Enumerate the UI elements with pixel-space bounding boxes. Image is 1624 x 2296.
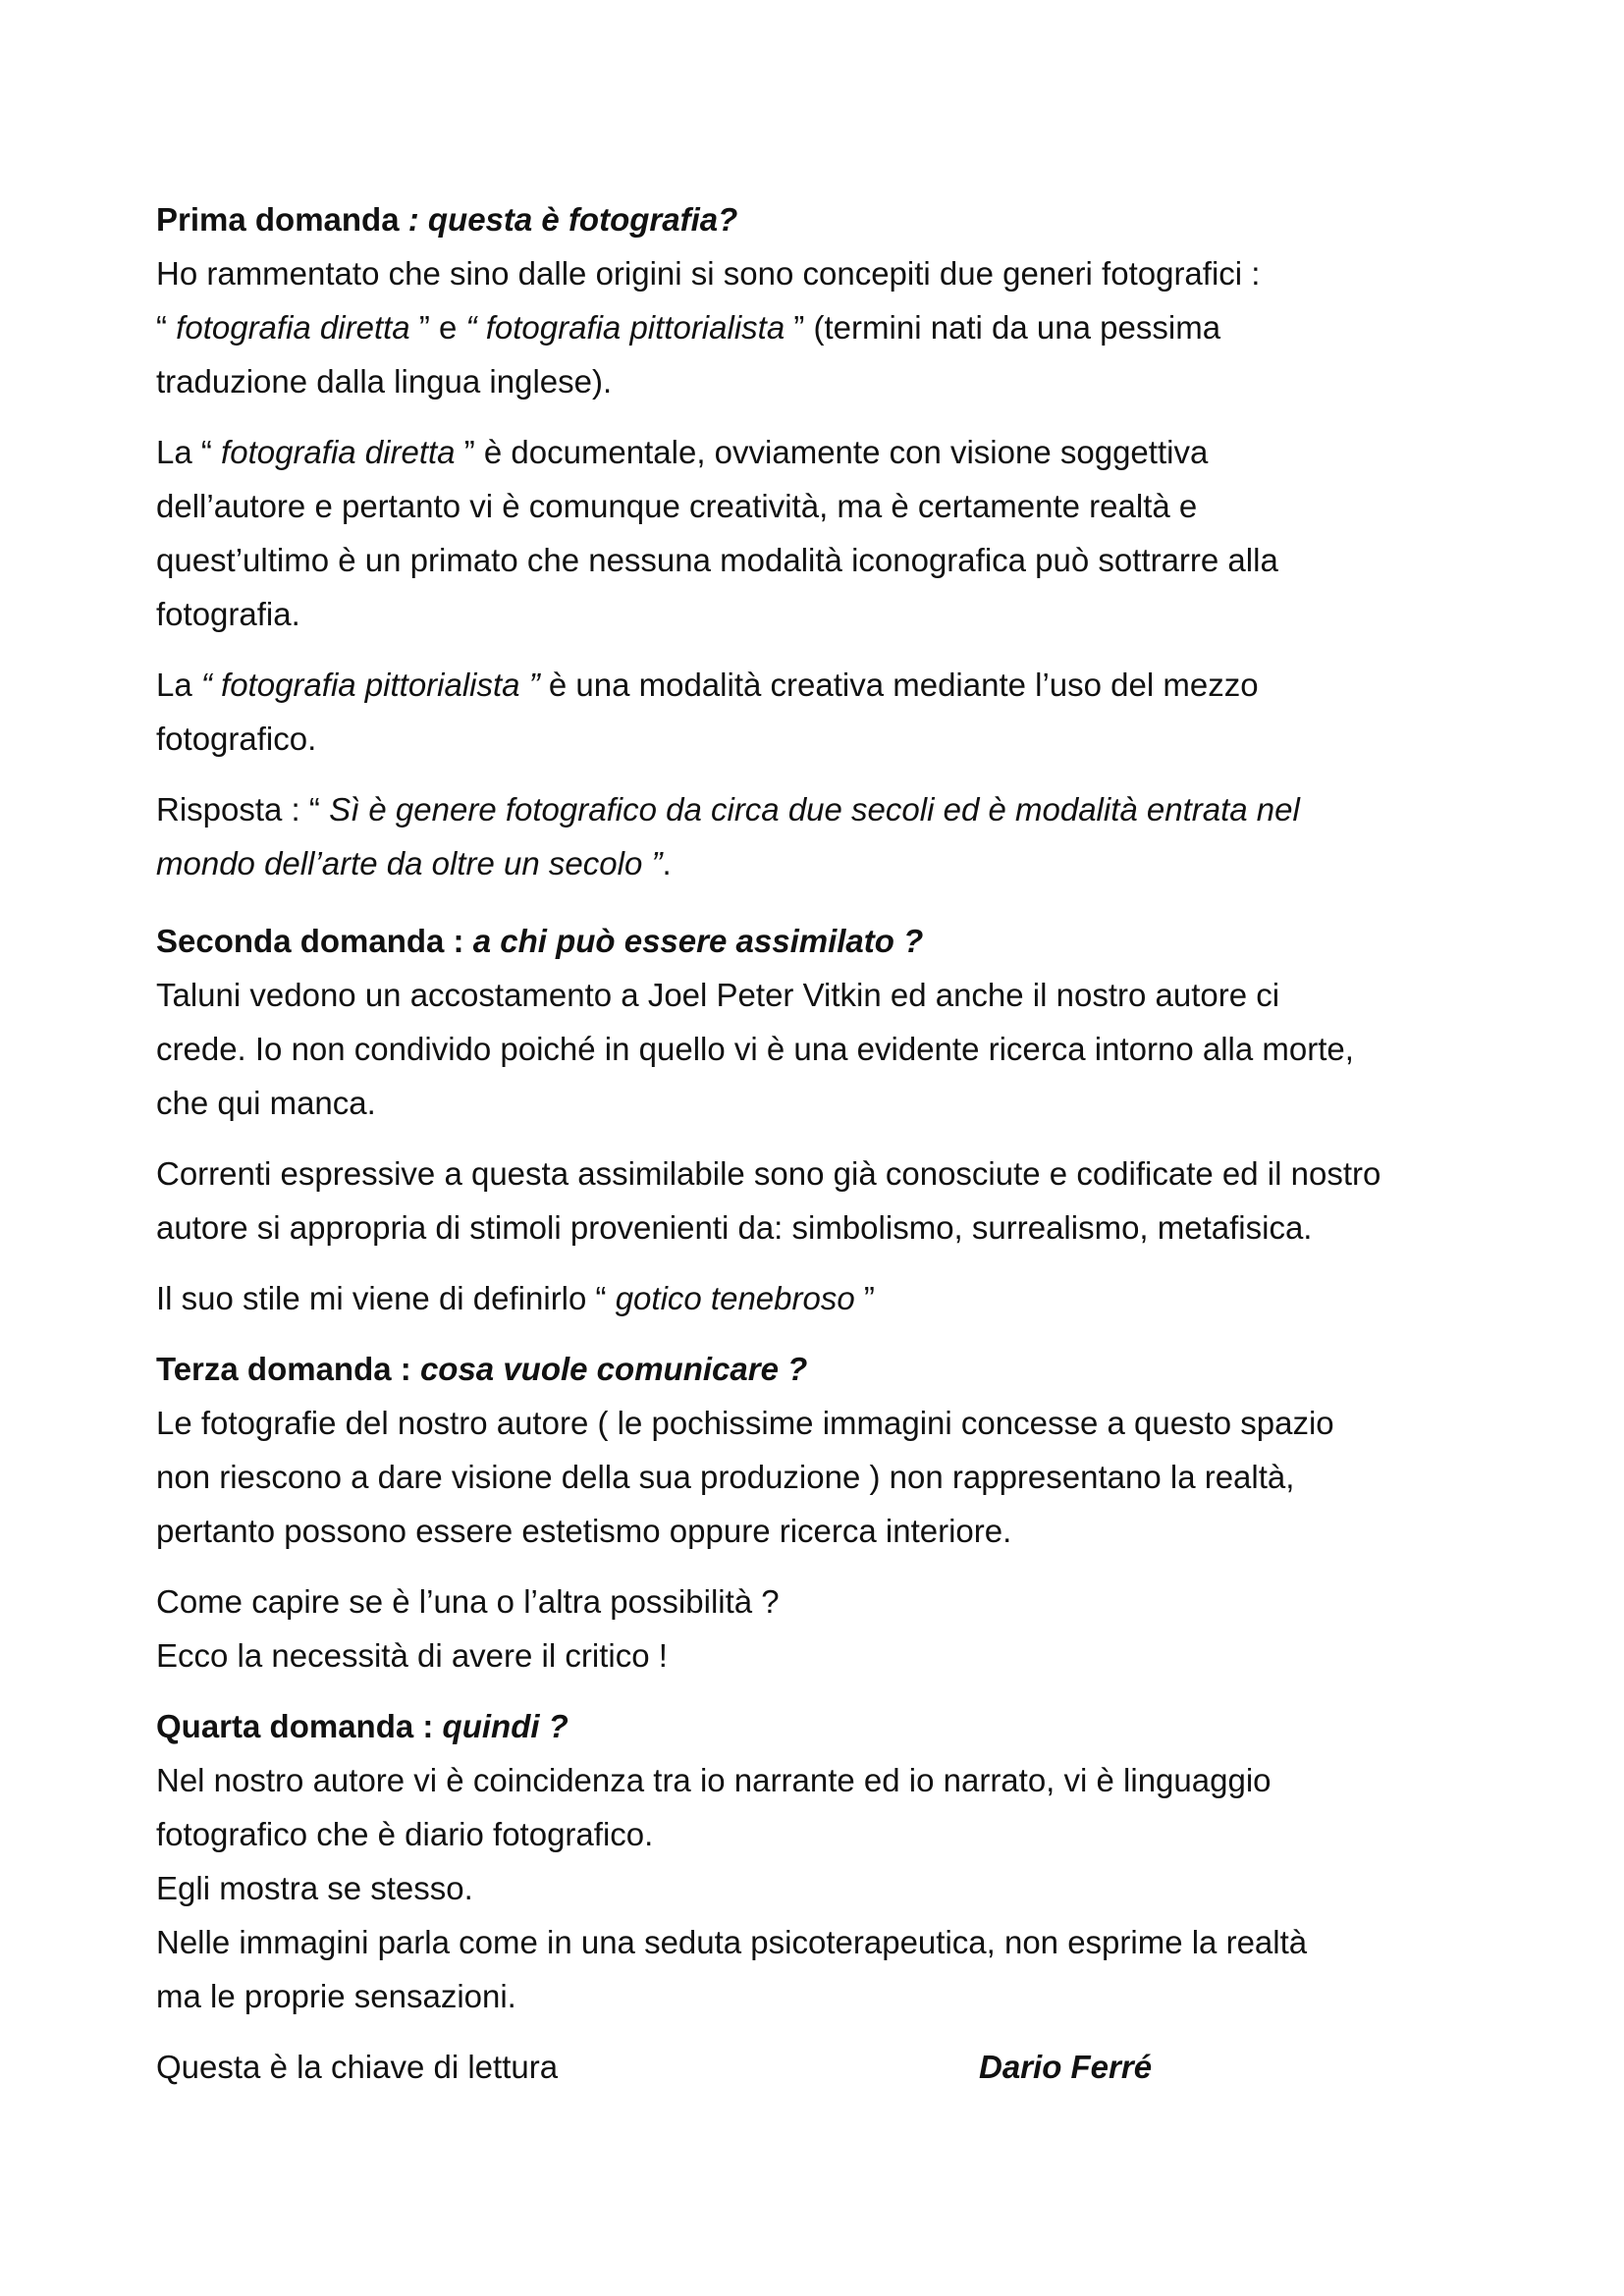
closing-text: Questa è la chiave di lettura [156, 2049, 559, 2085]
closing-line [156, 2040, 1511, 2094]
section-1-pictorial-line-1: La “ fotografia pittorialista ” è una modalità creativa mediante l’uso del mezzo [156, 667, 1259, 703]
section-2-heading [156, 914, 1511, 968]
section-1-direct-line-3: quest’ultimo è un primato che nessuna modalità iconografica può sottrarre alla [156, 542, 1278, 578]
heading-question: quindi ? [442, 1708, 568, 1744]
term-direct: fotografia diretta [176, 309, 410, 346]
section-1-intro-line-1: Ho rammentato che sino dalle origini si sono concepiti due generi fotografici : [156, 255, 1261, 292]
section-1-answer-line-2: mondo dell’arte da oltre un secolo ”. [156, 845, 672, 881]
section-4-p1-line-5: ma le proprie sensazioni. [156, 1978, 516, 2014]
author-signature: Dario Ferré [979, 2049, 1153, 2085]
term-pictorial: fotografia pittorialista [485, 309, 785, 346]
section-1-direct-line-4: fotografia. [156, 596, 300, 632]
heading-label: Seconda domanda : [156, 923, 473, 959]
section-1-intro-line-3: traduzione dalla lingua inglese). [156, 363, 613, 400]
section-1-answer-line-1: Risposta : “ Sì è genere fotografico da circa due secoli ed è modalità entrata nel [156, 791, 1300, 828]
section-2-p1-line-2: crede. Io non condivido poiché in quello vi è una evidente ricerca intorno alla morte, [156, 1031, 1354, 1067]
section-2-p3: Il suo stile mi viene di definirlo “ gotico tenebroso ” [156, 1280, 875, 1316]
section-1-direct-line-2: dell’autore e pertanto vi è comunque creatività, ma è certamente realtà e [156, 488, 1198, 524]
section-3-p1-line-1: Le fotografie del nostro autore ( le pochissime immagini concesse a questo spazio [156, 1405, 1334, 1441]
heading-question: cosa vuole comunicare ? [419, 1351, 808, 1387]
section-2-p2-line-2: autore si appropria di stimoli provenienti da: simbolismo, surrealismo, metafisica. [156, 1209, 1313, 1246]
section-3-p2-line-2: Ecco la necessità di avere il critico ! [156, 1637, 668, 1674]
section-1-pictorial-line-2: fotografico. [156, 721, 317, 757]
section-4-heading [156, 1699, 1511, 1753]
heading-label: Prima domanda [156, 201, 408, 238]
heading-question: a chi può essere assimilato ? [472, 923, 924, 959]
heading-question: : questa è fotografia? [407, 201, 738, 238]
section-3-heading [156, 1342, 1511, 1396]
section-1-heading [156, 192, 1511, 246]
section-4-p1-line-1: Nel nostro autore vi è coincidenza tra io narrante ed io narrato, vi è linguaggio [156, 1762, 1272, 1798]
section-2-p1-line-3: che qui manca. [156, 1085, 376, 1121]
section-1-intro-line-2: “ fotografia diretta ” e “ fotografia pittorialista ” (termini nati da una pessima [156, 309, 1221, 346]
heading-label: Quarta domanda : [156, 1708, 443, 1744]
section-2-p2-line-1: Correnti espressive a questa assimilabile sono già conosciute e codificate ed il nostro [156, 1155, 1381, 1192]
section-3-p1-line-2: non riescono a dare visione della sua produzione ) non rappresentano la realtà, [156, 1459, 1295, 1495]
document-body [156, 192, 1511, 2094]
section-3-p1-line-3: pertanto possono essere estetismo oppure ricerca interiore. [156, 1513, 1012, 1549]
section-4-p1-line-2: fotografico che è diario fotografico. [156, 1816, 654, 1852]
heading-label: Terza domanda : [156, 1351, 420, 1387]
section-3-p2-line-1: Come capire se è l’una o l’altra possibilità ? [156, 1583, 780, 1620]
section-1-direct-line-1: La “ fotografia diretta ” è documentale, ovviamente con visione soggettiva [156, 434, 1209, 470]
section-4-p1-line-4: Nelle immagini parla come in una seduta psicoterapeutica, non esprime la realtà [156, 1924, 1308, 1960]
section-2-p1-line-1: Taluni vedono un accostamento a Joel Peter Vitkin ed anche il nostro autore ci [156, 977, 1280, 1013]
section-4-p1-line-3: Egli mostra se stesso. [156, 1870, 473, 1906]
